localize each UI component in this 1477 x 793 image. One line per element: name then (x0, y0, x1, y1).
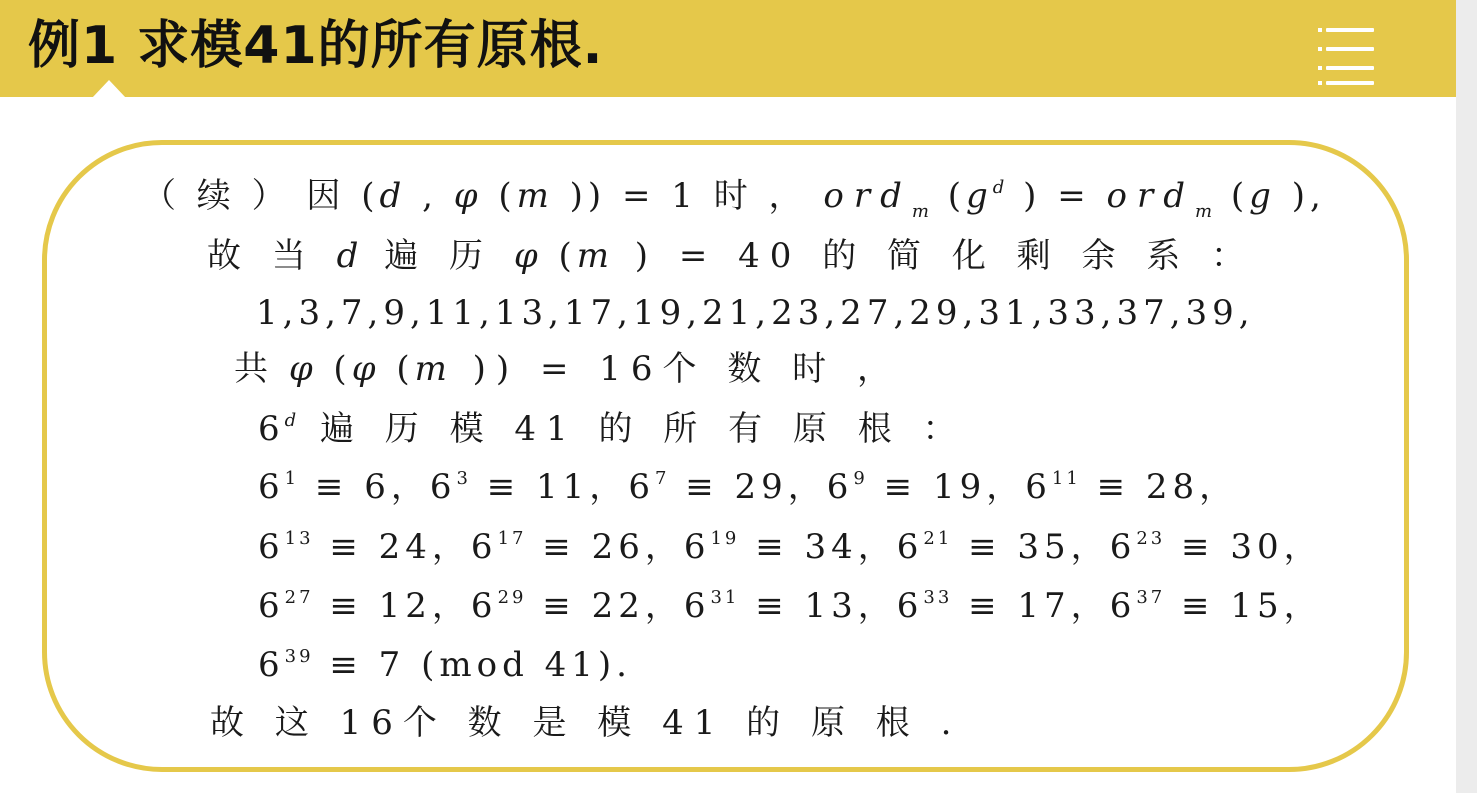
residue: ≡ 19， (867, 467, 1026, 507)
var-g: g (966, 176, 993, 216)
banner-notch (92, 80, 126, 98)
exponent: 21 (923, 528, 953, 549)
exponent: 17 (497, 528, 527, 549)
base-6: 6 (683, 586, 711, 626)
exponent: 33 (923, 587, 953, 608)
text: 遍 历 模 41 的 所 有 原 根 ： (299, 409, 967, 449)
residue: ≡ 29， (669, 467, 827, 507)
base-6: 6 (1109, 527, 1137, 567)
residue: ≡ 28， (1080, 467, 1239, 507)
var-phi: φ (288, 349, 318, 389)
base-6: 6 (258, 467, 285, 507)
var-m: m (516, 176, 554, 216)
exponent: 27 (284, 587, 314, 608)
var-d: d (379, 176, 407, 216)
text: , (406, 176, 454, 216)
exponent: 13 (284, 528, 314, 549)
base-6: 6 (826, 467, 854, 507)
residue: ≡ 7 (mod 41). (313, 645, 632, 685)
base-6: 6 (258, 527, 285, 567)
residue: ≡ 17， (952, 586, 1110, 626)
var-m: m (576, 236, 614, 276)
text: ( (931, 176, 967, 216)
content-card (42, 140, 1409, 772)
exponent: 37 (1136, 587, 1166, 608)
menu-dot (1318, 66, 1322, 70)
line-4 (234, 349, 901, 389)
base-6: 6 (628, 467, 655, 507)
menu-bar (1326, 66, 1374, 70)
residue: ≡ 35， (952, 527, 1110, 567)
exponent: 11 (1051, 468, 1081, 489)
menu-dot (1318, 47, 1322, 51)
text: ( (542, 236, 577, 276)
right-scroll-strip (1456, 0, 1477, 793)
base-6: 6 (896, 586, 924, 626)
base-6: 6 (429, 467, 457, 507)
exponent: 39 (284, 646, 314, 667)
exponent: 23 (1136, 528, 1166, 549)
text: ), (1275, 176, 1326, 216)
ord-symbol: ord (1106, 176, 1195, 216)
text: ) = (1007, 176, 1107, 216)
menu-icon[interactable] (1318, 24, 1376, 86)
subscript-m: m (1195, 201, 1216, 222)
var-phi: φ (453, 176, 483, 216)
residue: ≡ 30， (1165, 527, 1323, 567)
base-6: 6 (683, 527, 711, 567)
title-banner (0, 0, 1456, 97)
var-d: d (336, 236, 364, 276)
residue: ≡ 6， (299, 467, 430, 507)
text: ) = 40 的 简 化 剩 余 系 ： (613, 236, 1256, 276)
text: )) = 1 时 ， (553, 176, 824, 216)
text: ( (317, 349, 352, 389)
menu-bar (1326, 28, 1374, 32)
exponent: 3 (456, 468, 471, 489)
exponent: 29 (497, 587, 527, 608)
exponent: 19 (710, 528, 740, 549)
line-7 (258, 527, 1323, 567)
var-phi: φ (351, 349, 381, 389)
page-title: 例1 求模41的所有原根. (28, 16, 604, 76)
residue: ≡ 13， (739, 586, 897, 626)
superscript-d: d (284, 410, 300, 431)
menu-bar (1326, 47, 1374, 51)
var-g: g (1249, 176, 1276, 216)
residue: ≡ 34， (739, 527, 897, 567)
line-10: 故 这 16个 数 是 模 41 的 原 根 . (210, 703, 962, 743)
residue: ≡ 26， (526, 527, 684, 567)
base-6: 6 (470, 527, 498, 567)
base-6: 6 (896, 527, 924, 567)
line-3: 1,3,7,9,11,13,17,19,21,23,27,29,31,33,37,39, (256, 293, 1255, 333)
subscript-m: m (911, 201, 932, 222)
base-6: 6 (1025, 467, 1052, 507)
text: 共 (234, 349, 289, 389)
ord-symbol: ord (823, 176, 912, 216)
base-6: 6 (470, 586, 498, 626)
var-m: m (414, 349, 452, 389)
base-6: 6 (258, 409, 285, 449)
var-phi: φ (513, 236, 543, 276)
line-5 (258, 409, 967, 449)
text: 故 当 (207, 236, 337, 276)
text: )) = 16个 数 时 ， (451, 349, 901, 389)
residue: ≡ 11， (470, 467, 629, 507)
text: ( (482, 176, 517, 216)
text: ( (1215, 176, 1250, 216)
line-6 (258, 467, 1238, 507)
text: ( (380, 349, 415, 389)
base-6: 6 (258, 645, 285, 685)
residue: ≡ 22， (526, 586, 684, 626)
menu-bar (1326, 81, 1374, 85)
residue: ≡ 24， (313, 527, 471, 567)
exponent: 9 (853, 468, 868, 489)
base-6: 6 (258, 586, 285, 626)
line-9 (258, 645, 632, 685)
exponent: 1 (284, 468, 300, 489)
base-6: 6 (1109, 586, 1137, 626)
text: 因 ( (290, 176, 380, 216)
exponent: 7 (654, 468, 670, 489)
line-1 (142, 176, 1326, 222)
residue: ≡ 15， (1165, 586, 1323, 626)
superscript-d: d (992, 177, 1008, 198)
continued-label: （ 续 ） (142, 176, 291, 216)
text: 遍 历 (363, 236, 514, 276)
menu-dot (1318, 28, 1322, 32)
menu-dot (1318, 81, 1322, 85)
exponent: 31 (710, 587, 740, 608)
residue: ≡ 12， (313, 586, 471, 626)
line-2 (207, 236, 1255, 276)
line-8 (258, 586, 1323, 626)
